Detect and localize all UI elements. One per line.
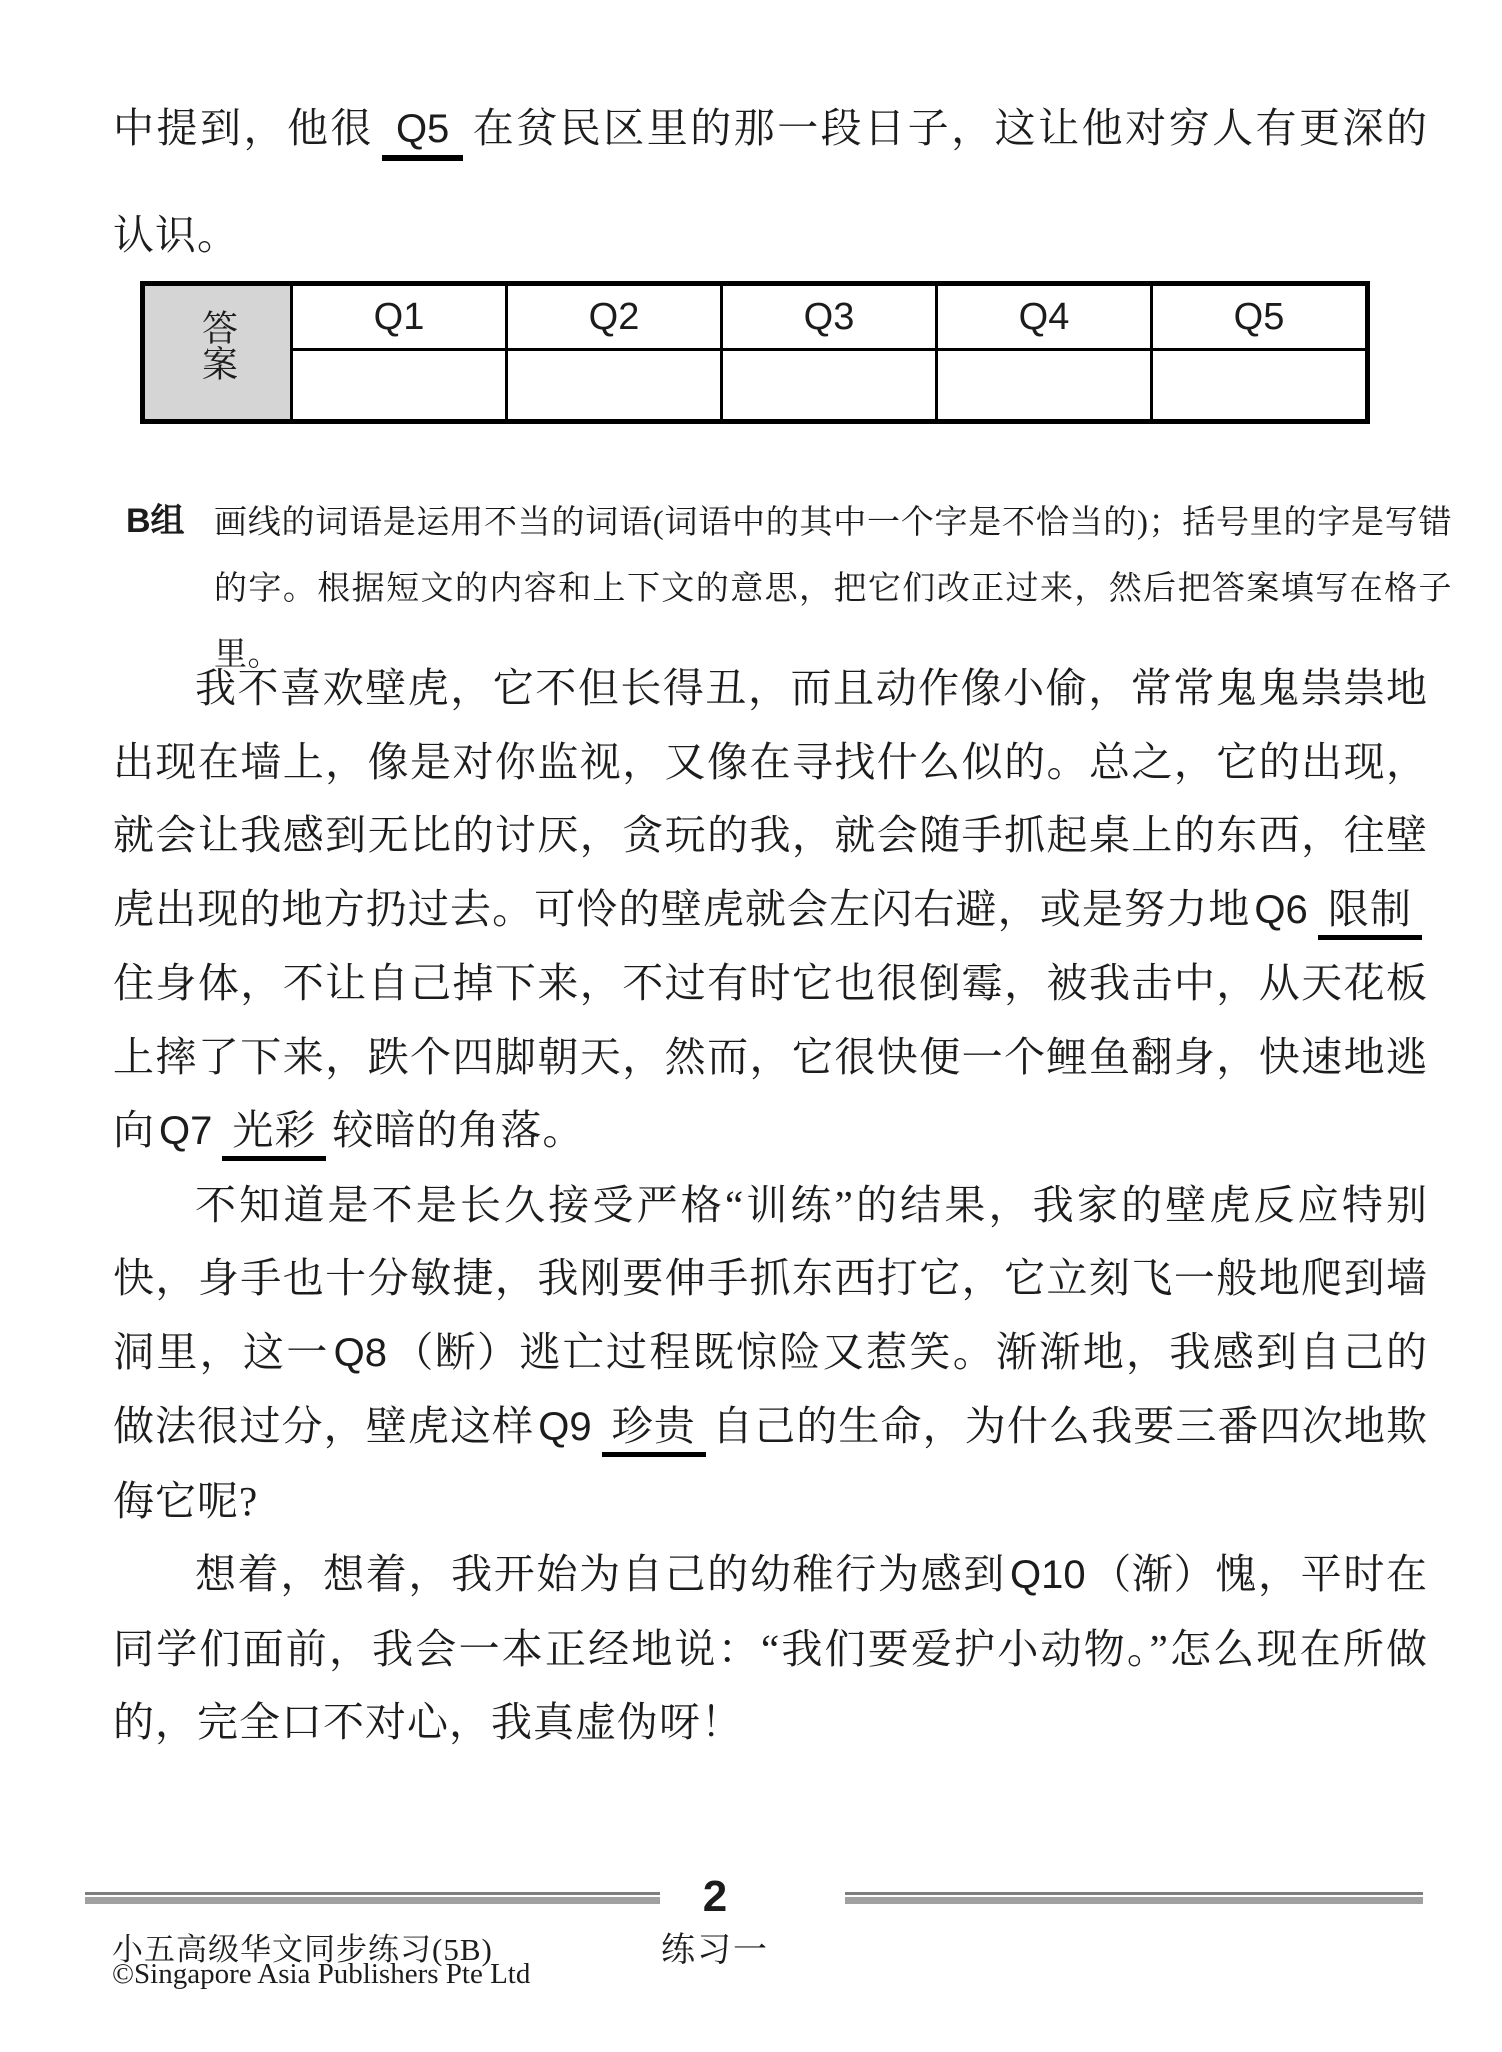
answer-cell-q5 xyxy=(1152,350,1368,422)
answer-cell-q1 xyxy=(292,350,507,422)
passage-text: 在贫民区里的那一段日子，这让他对穷人有更深的认识。 xyxy=(113,105,1429,258)
bracketed-char: （断） xyxy=(391,1328,520,1375)
passage-paragraph-1 xyxy=(113,652,1428,1169)
underlined-word: 珍贵 xyxy=(602,1403,706,1457)
exercise-label: 练习一 xyxy=(661,1932,769,1969)
answer-table xyxy=(140,281,1370,424)
passage-paragraph-3 xyxy=(113,1538,1428,1760)
question-label: Q8 xyxy=(333,1330,388,1375)
underlined-word: 光彩 xyxy=(222,1107,326,1161)
underlined-word: 限制 xyxy=(1318,886,1422,940)
passage-text: 我不喜欢壁虎，它不但长得丑，而且动作像小偷，常常鬼鬼祟祟地出现在墙上，像是对你监视，又像在寻找什么似的。总之，它的出现，就会让我感到无比的讨厌，贪玩的我，就会随手抓起桌上的东西，往壁虎出现的地方扔过去。可怜的壁虎就会左闪右避，或是努力地 xyxy=(113,665,1428,932)
answer-table-row-header xyxy=(143,284,292,422)
passage-text: 逃亡过程既惊险又惹笑。渐渐地，我感到自己的做法很过分，壁虎这样 xyxy=(113,1328,1429,1449)
answer-cell-q2 xyxy=(507,350,722,422)
question-label: Q9 xyxy=(538,1405,592,1449)
passage-text: 自己的生命，为什么我要三番四次地欺侮它呢? xyxy=(113,1403,1429,1524)
answer-table-col-q3: Q3 xyxy=(722,284,937,350)
passage-text: 住身体，不让自己掉下来，不过有时它也很倒霉，被我击中，从天花板上摔了下来，跌个四脚朝天，然而，它很快便一个鲤鱼翻身，快速地逃向 xyxy=(113,960,1428,1153)
question-label: Q6 xyxy=(1254,887,1308,932)
answer-table-col-q2: Q2 xyxy=(507,284,722,350)
question-label-underlined: Q5 xyxy=(382,107,463,161)
passage-text: 较暗的角落。 xyxy=(332,1107,585,1153)
copyright-line: ©Singapore Asia Publishers Pte Ltd xyxy=(112,1958,531,1990)
question-label: Q10 xyxy=(1009,1553,1086,1597)
passage-text: 不知道是不是长久接受严格“训练”的结果，我家的壁虎反应特别快，身手也十分敏捷，我刚要伸手抓东西打它，它立刻飞一般地爬到墙洞里，这一 xyxy=(113,1181,1428,1375)
passage-text: 想着，想着，我开始为自己的幼稚行为感到 xyxy=(195,1551,1006,1597)
answer-cell-q3 xyxy=(722,350,937,422)
answer-table-col-q4: Q4 xyxy=(937,284,1152,350)
section-b-instructions: 画线的词语是运用不当的词语(词语中的其中一个字是不恰当的)；括号里的字是写错的字。根据短文的内容和上下文的意思，把它们改正过来，然后把答案填写在格子里。 xyxy=(214,505,1452,673)
answer-char-1: 答案 xyxy=(197,309,238,381)
answer-table-col-q1: Q1 xyxy=(292,284,507,350)
section-b-label: B组 xyxy=(126,502,185,540)
answer-table-answer-row xyxy=(143,350,1368,422)
passage-text: 中提到，他很 xyxy=(113,105,374,151)
question-label: Q7 xyxy=(159,1109,213,1153)
reading-passage xyxy=(113,652,1428,1760)
passage-text: 愧，平时在同学们面前，我会一本正经地说：“我们要爱护小动物。”怎么现在所做的，完全口不对心，我真虚伪呀！ xyxy=(113,1551,1429,1745)
book-title: 小五高级华文同步练习(5B) xyxy=(112,1932,493,1967)
top-continuation-text xyxy=(113,75,1428,288)
answer-table-col-q5: Q5 xyxy=(1152,284,1368,350)
answer-cell-q4 xyxy=(937,350,1152,422)
passage-paragraph-2 xyxy=(113,1169,1428,1539)
page-number: 2 xyxy=(702,1872,728,1921)
bracketed-char: （渐） xyxy=(1089,1551,1216,1597)
answer-table-header-row xyxy=(143,284,1368,350)
